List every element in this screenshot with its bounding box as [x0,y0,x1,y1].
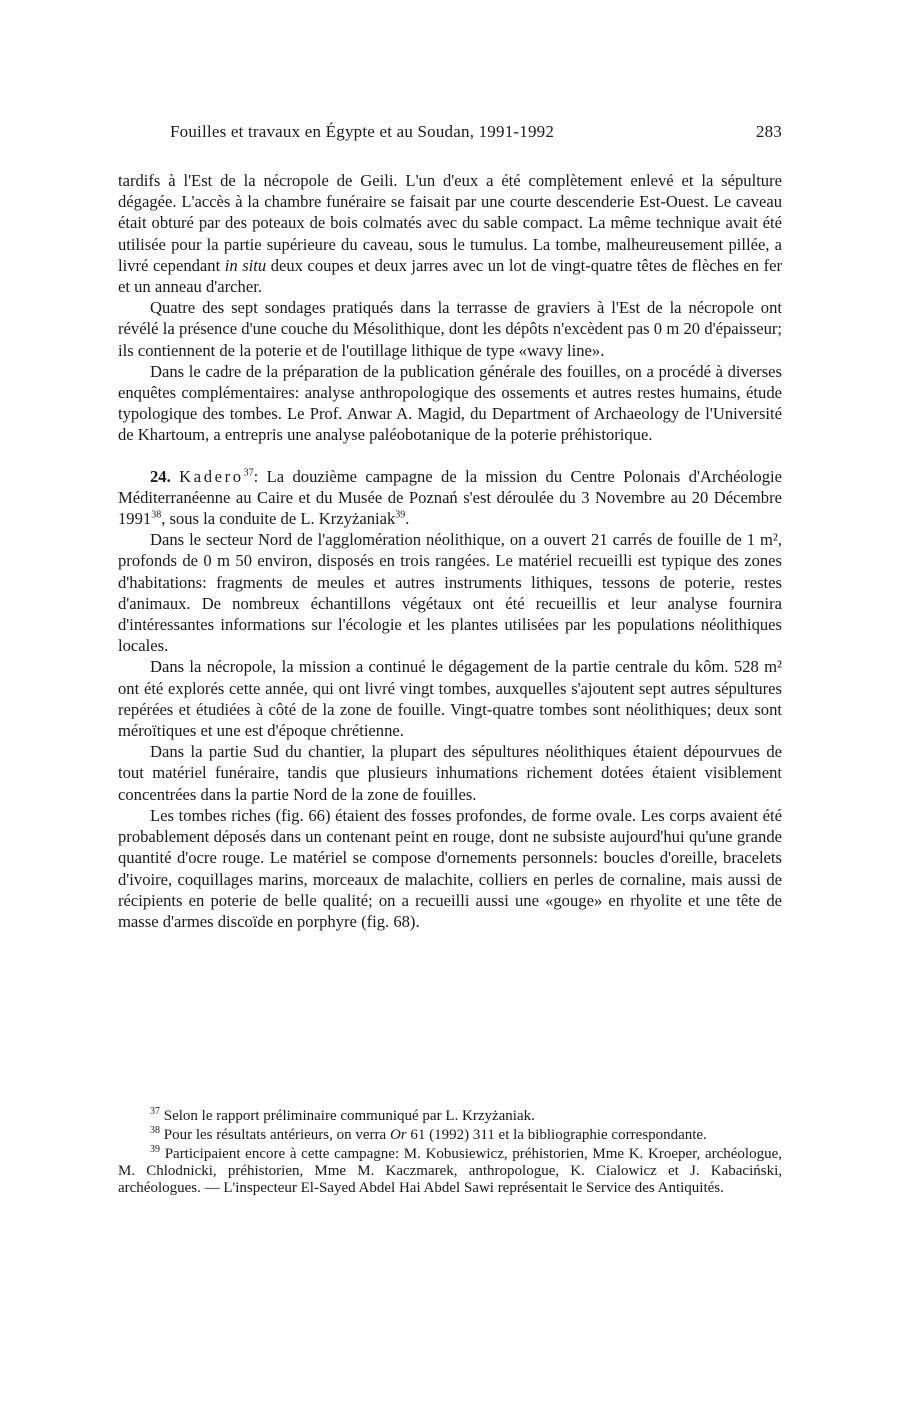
section-gap [118,446,782,466]
kadero-paragraph-5: Les tombes riches (fig. 66) étaient des fosses profondes, de forme ovale. Les corps avaient été probablement déposés dans un contenant peint en rouge, dont ne subsiste aujourd'hui qu'une grande quantité d'ocre rouge. Le matériel se compose d'ornements personnels: boucles d'oreille, bracelets d'ivoire, coquillages marins, morceaux de malachite, colliers en perles de cornaline, mais aussi de récipients en poterie de belle qualité; on a recueilli aussi une «gouge» en rhyolite et une tête de masse d'armes discoïde en porphyre (fig. 68). [118,805,782,931]
geili-paragraph-2: Quatre des sept sondages pratiqués dans la terrasse de graviers à l'Est de la nécropole ont révélé la présence d'une couche du Mésolithique, dont les dépôts n'excèdent pas 0 m 20 d'épaisseur; ils contiennent de la poterie et de l'outillage lithique de type «wavy line». [118,298,782,360]
footnote-ref-39[interactable]: 39 [395,509,406,521]
kadero-paragraph-1: 24. Kadero$^{37}$: La douzième campagne de la mission du Centre Polonais d'Archéologie Méditerranéenne au Caire et du Musée de Poznań s'est déroulée du 3 Novembre au 20 Décembre 1991$^{38}$, sous la conduite de L. Krzyżaniak$^{39}$. [118,466,782,529]
footnote-39: $^{39}$ Participaient encore à cette campagne: M. Kobusiewicz, préhistorien, Mme K. Kroeper, archéologue, M. Chlodnicki, préhistorien, Mme M. Kaczmarek, anthropologue, K. Cialowicz et J. Kabaciński, archéologues. — L'inspecteur El-Sayed Abdel Hai Abdel Sawi représentait le Service des Antiquités. [118,1144,783,1196]
document-page [118,118,783,1196]
page-number: 283 [755,122,782,141]
footnote-37: $^{37}$ Selon le rapport préliminaire communiqué par L. Krzyżaniak. [150,1106,535,1124]
running-title: Fouilles et travaux en Égypte et au Soudan, 1991-1992 [170,122,555,141]
kadero-paragraph-2: Dans le secteur Nord de l'agglomération néolithique, on a ouvert 21 carrés de fouille de 1 m², profonds de 0 m 50 environ, disposés en trois rangées. Le matériel recueilli est typique des zones d'habitations: fragments de meules et autres instruments lithiques, tessons de poterie, restes d'animaux. De nombreux échantillons végétaux ont été recueillis et leur analyse fournira d'intéressantes informations sur l'écologie et les plantes utilisées par les populations néolithiques locales. [118,530,782,656]
kadero-paragraph-4: Dans la partie Sud du chantier, la plupart des sépultures néolithiques étaient dépourvues de tout matériel funéraire, tandis que plusieurs inhumations richement dotées étaient visiblement concentrées dans la partie Nord de la zone de fouilles. [118,742,782,804]
geili-paragraph-1: tardifs à l'Est de la nécropole de Geili. L'un d'eux a été complètement enlevé et la sépulture dégagée. L'accès à la chambre funéraire se faisait par une courte descenderie Est-Ouest. Le caveau était obturé par des poteaux de bois colmatés avec du sable compact. La même technique avait été utilisée pour la partie supérieure du caveau, sous le tumulus. La tombe, malheureusement pillée, a livré cependant in situ deux coupes et deux jarres avec un lot de vingt-quatre têtes de flèches en fer et un anneau d'archer. [118,171,783,297]
section-number: 24. [150,466,171,486]
main-text [118,170,782,932]
italic-in-situ: in situ [224,255,267,275]
footnote-38: $^{38}$ Pour les résultats antérieurs, on verra Or 61 (1992) 311 et la bibliographie correspondante. [150,1125,707,1143]
page-header [118,118,782,148]
footnote-ref-37[interactable]: 37 [243,467,254,479]
geili-paragraph-3: Dans le cadre de la préparation de la publication générale des fouilles, on a procédé à diverses enquêtes complémentaires: analyse anthropologique des ossements et autres restes humains, étude typologique des tombes. Le Prof. Anwar A. Magid, du Department of Archaeology de l'Université de Khartoum, a entrepris une analyse paléobotanique de la poterie préhistorique. [118,361,782,445]
footnote-ref-38[interactable]: 38 [151,509,162,521]
footnotes [118,1108,782,1199]
site-name: Kadero [179,466,244,486]
kadero-paragraph-3: Dans la nécropole, la mission a continué le dégagement de la partie centrale du kôm. 528 m² ont été explorés cette année, qui ont livré vingt tombes, auxquelles s'ajoutent sept autres sépultures repérées et étudiées à côté de la zone de fouille. Vingt-quatre tombes sont néolithiques; deux sont méroïtiques et une est d'époque chrétienne. [118,657,782,741]
